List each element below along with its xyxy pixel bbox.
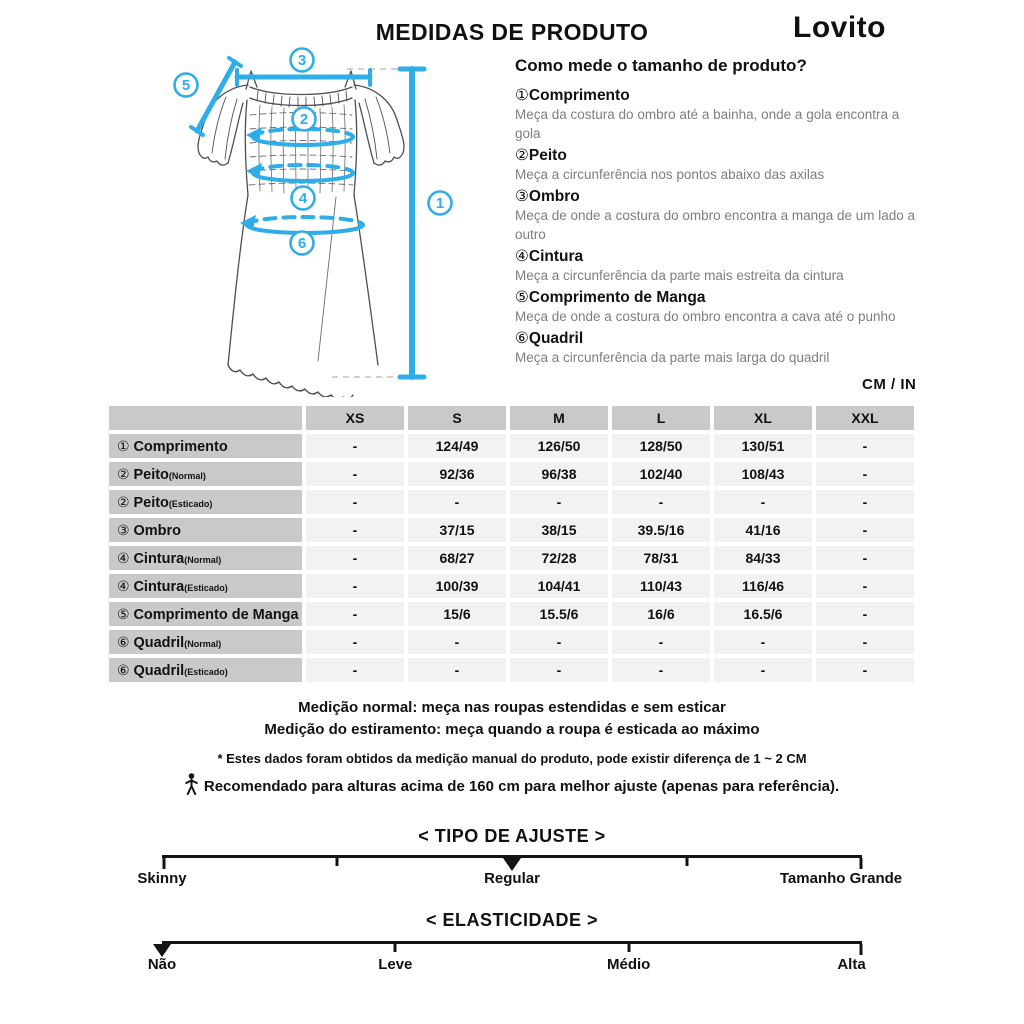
guide-item-5	[515, 288, 925, 326]
guide-item-number: ①	[515, 87, 529, 104]
size-cell-xl: -	[714, 630, 812, 654]
guide-item-heading	[515, 187, 925, 206]
size-cell-l: 78/31	[612, 546, 710, 570]
size-cell-xs: -	[306, 518, 404, 542]
guide-item-description: Meça de onde a costura do ombro encontra a cava até o punho	[515, 309, 896, 324]
callout-2	[293, 108, 316, 131]
svg-text:1: 1	[435, 195, 445, 212]
guide-item-3	[515, 187, 925, 244]
size-col-header-xs: XS	[306, 406, 404, 430]
size-row-comprimento	[109, 434, 914, 458]
size-col-header-xxl: XXL	[816, 406, 914, 430]
size-cell-xs: -	[306, 462, 404, 486]
guide-item-2	[515, 146, 925, 184]
size-cell-xxl: -	[816, 518, 914, 542]
size-cell-xs: -	[306, 546, 404, 570]
guide-item-number: ⑤	[515, 289, 529, 306]
size-cell-s: 68/27	[408, 546, 506, 570]
size-row-label: ⑥ Quadril(Esticado)	[109, 658, 302, 682]
dress-measurement-diagram	[100, 45, 470, 397]
guide-item-heading	[515, 329, 925, 348]
guide-item-6	[515, 329, 925, 367]
size-row-quadril-esticado-	[109, 658, 914, 682]
callout-5	[175, 74, 198, 97]
size-table-head-row	[109, 406, 914, 430]
size-cell-xxl: -	[816, 602, 914, 626]
guide-item-name: Peito	[528, 147, 567, 164]
size-cell-xl: 130/51	[714, 434, 812, 458]
elasticity-label-leve: Leve	[378, 956, 413, 973]
size-cell-xl: 41/16	[714, 518, 812, 542]
size-row-cintura-normal-	[109, 546, 914, 570]
guide-item-number: ②	[515, 147, 529, 164]
guide-item-description: Meça a circunferência da parte mais larga do quadril	[515, 350, 830, 365]
size-cell-xxl: -	[816, 658, 914, 682]
reference-dashes	[332, 69, 403, 377]
fit-tick-75	[686, 858, 689, 866]
size-row-peito-normal-	[109, 462, 914, 486]
guide-item-number: ⑥	[515, 330, 529, 347]
elasticity-label-nao: Não	[147, 956, 177, 973]
size-row-quadril-normal-	[109, 630, 914, 654]
guide-item-name: Quadril	[528, 330, 584, 347]
size-cell-m: -	[510, 658, 608, 682]
svg-text:6: 6	[297, 235, 307, 252]
size-cell-xs: -	[306, 490, 404, 514]
size-cell-xxl: -	[816, 574, 914, 598]
note-height-recommendation	[0, 773, 1024, 795]
callout-6	[291, 232, 314, 255]
elasticity-label-medio: Médio	[607, 956, 651, 973]
size-col-header-xl: XL	[714, 406, 812, 430]
guide-item-description: Meça da costura do ombro até a bainha, onde a gola encontra a gola	[515, 107, 900, 141]
fit-tick-25	[336, 858, 339, 866]
note-normal-measure: Medição normal: meça nas roupas estendidas e sem esticar	[298, 699, 726, 716]
page-title: MEDIDAS DE PRODUTO	[375, 19, 649, 45]
size-cell-m: -	[510, 630, 608, 654]
size-row-label: ② Peito(Normal)	[109, 462, 302, 486]
guide-item-description: Meça a circunferência nos pontos abaixo das axilas	[515, 167, 825, 182]
fit-label-tamanho-grande: Tamanho Grande	[779, 870, 903, 887]
callout-1	[429, 192, 452, 215]
svg-text:2: 2	[299, 111, 309, 128]
note-stretch-measure: Medição do estiramento: meça quando a roupa é esticada ao máximo	[264, 721, 760, 738]
size-table	[105, 402, 918, 686]
elasticity-scale	[147, 941, 866, 981]
fit-scale	[137, 855, 903, 895]
fit-label-regular: Regular	[484, 870, 540, 887]
fit-tick-0	[162, 858, 165, 869]
size-cell-m: 104/41	[510, 574, 608, 598]
elasticity-tick-100	[859, 944, 862, 955]
brand-logo: Lovito	[793, 11, 886, 44]
size-cell-m: -	[510, 490, 608, 514]
size-row-cintura-esticado-	[109, 574, 914, 598]
size-cell-xs: -	[306, 434, 404, 458]
size-cell-l: 128/50	[612, 434, 710, 458]
svg-text:3: 3	[297, 52, 307, 69]
size-cell-xs: -	[306, 630, 404, 654]
guide-item-name: Comprimento de Manga	[528, 289, 706, 306]
size-cell-s: 92/36	[408, 462, 506, 486]
size-cell-s: 15/6	[408, 602, 506, 626]
size-cell-s: 100/39	[408, 574, 506, 598]
note-disclaimer: * Estes dados foram obtidos da medição manual do produto, pode existir diferença de 1 ~ 2 CM	[217, 751, 807, 766]
size-row-label: ③ Ombro	[109, 518, 302, 542]
guide-item-name: Ombro	[528, 188, 580, 205]
size-row-ombro	[109, 518, 914, 542]
size-cell-xxl: -	[816, 630, 914, 654]
size-cell-xxl: -	[816, 462, 914, 486]
size-cell-xxl: -	[816, 546, 914, 570]
size-cell-m: 15.5/6	[510, 602, 608, 626]
guide-item-description: Meça a circunferência da parte mais estreita da cintura	[515, 268, 844, 283]
size-cell-l: 16/6	[612, 602, 710, 626]
guide-item-description: Meça de onde a costura do ombro encontra a manga de um lado a outro	[515, 208, 916, 242]
callout-3	[291, 49, 314, 72]
guide-item-1	[515, 86, 925, 143]
size-col-header-s: S	[408, 406, 506, 430]
size-col-header-m: M	[510, 406, 608, 430]
size-cell-l: 39.5/16	[612, 518, 710, 542]
guide-items	[515, 86, 925, 367]
guide-title: Como mede o tamanho de produto?	[515, 56, 807, 75]
size-cell-xxl: -	[816, 434, 914, 458]
size-row-peito-esticado-	[109, 490, 914, 514]
size-cell-xl: 108/43	[714, 462, 812, 486]
size-cell-l: 102/40	[612, 462, 710, 486]
size-cell-xs: -	[306, 574, 404, 598]
callout-4	[292, 187, 315, 210]
svg-text:4: 4	[298, 190, 308, 207]
fit-scale-title: < TIPO DE AJUSTE >	[418, 826, 606, 846]
size-cell-s: 124/49	[408, 434, 506, 458]
size-row-label: ⑤ Comprimento de Manga	[109, 602, 302, 626]
guide-item-heading	[515, 86, 925, 105]
size-cell-s: -	[408, 658, 506, 682]
size-cell-m: 72/28	[510, 546, 608, 570]
guide-item-number: ③	[515, 188, 529, 205]
elasticity-tick-66	[627, 944, 630, 952]
size-cell-l: -	[612, 630, 710, 654]
unit-label: CM / IN	[862, 376, 917, 393]
size-cell-m: 96/38	[510, 462, 608, 486]
size-table-body	[109, 434, 914, 682]
size-cell-xxl: -	[816, 490, 914, 514]
guide-item-name: Cintura	[528, 248, 584, 265]
size-row-label: ④ Cintura(Esticado)	[109, 574, 302, 598]
measurement-guide	[515, 56, 925, 367]
fit-tick-100	[859, 858, 862, 869]
size-cell-xl: 84/33	[714, 546, 812, 570]
size-row-label: ⑥ Quadril(Normal)	[109, 630, 302, 654]
size-cell-xl: -	[714, 490, 812, 514]
size-cell-s: 37/15	[408, 518, 506, 542]
elasticity-label-alta: Alta	[837, 956, 866, 973]
svg-text:5: 5	[181, 77, 191, 94]
size-row-label: ② Peito(Esticado)	[109, 490, 302, 514]
elasticity-scale-title: < ELASTICIDADE >	[425, 910, 599, 930]
size-row-label: ④ Cintura(Normal)	[109, 546, 302, 570]
guide-item-heading	[515, 288, 925, 307]
size-cell-m: 38/15	[510, 518, 608, 542]
size-cell-xl: -	[714, 658, 812, 682]
guide-item-heading	[515, 146, 925, 165]
size-cell-xs: -	[306, 658, 404, 682]
elasticity-scale-line	[162, 941, 862, 944]
size-cell-l: -	[612, 658, 710, 682]
size-cell-xs: -	[306, 602, 404, 626]
size-cell-xl: 16.5/6	[714, 602, 812, 626]
size-row-comprimento-de-manga	[109, 602, 914, 626]
guide-item-4	[515, 247, 925, 285]
size-col-header-l: L	[612, 406, 710, 430]
size-cell-m: 126/50	[510, 434, 608, 458]
size-cell-l: 110/43	[612, 574, 710, 598]
fit-label-skinny: Skinny	[137, 870, 187, 887]
size-cell-xl: 116/46	[714, 574, 812, 598]
size-cell-s: -	[408, 490, 506, 514]
guide-item-number: ④	[515, 248, 529, 265]
size-row-label: ① Comprimento	[109, 434, 302, 458]
size-table-corner-cell	[109, 406, 302, 430]
person-icon	[185, 773, 198, 795]
note-height-text: Recomendado para alturas acima de 160 cm para melhor ajuste (apenas para referência).	[203, 778, 840, 795]
dress-illustration-icon	[100, 45, 470, 397]
guide-item-name: Comprimento	[528, 87, 630, 104]
guide-item-heading	[515, 247, 925, 266]
size-cell-s: -	[408, 630, 506, 654]
elasticity-tick-33	[394, 944, 397, 952]
size-cell-l: -	[612, 490, 710, 514]
